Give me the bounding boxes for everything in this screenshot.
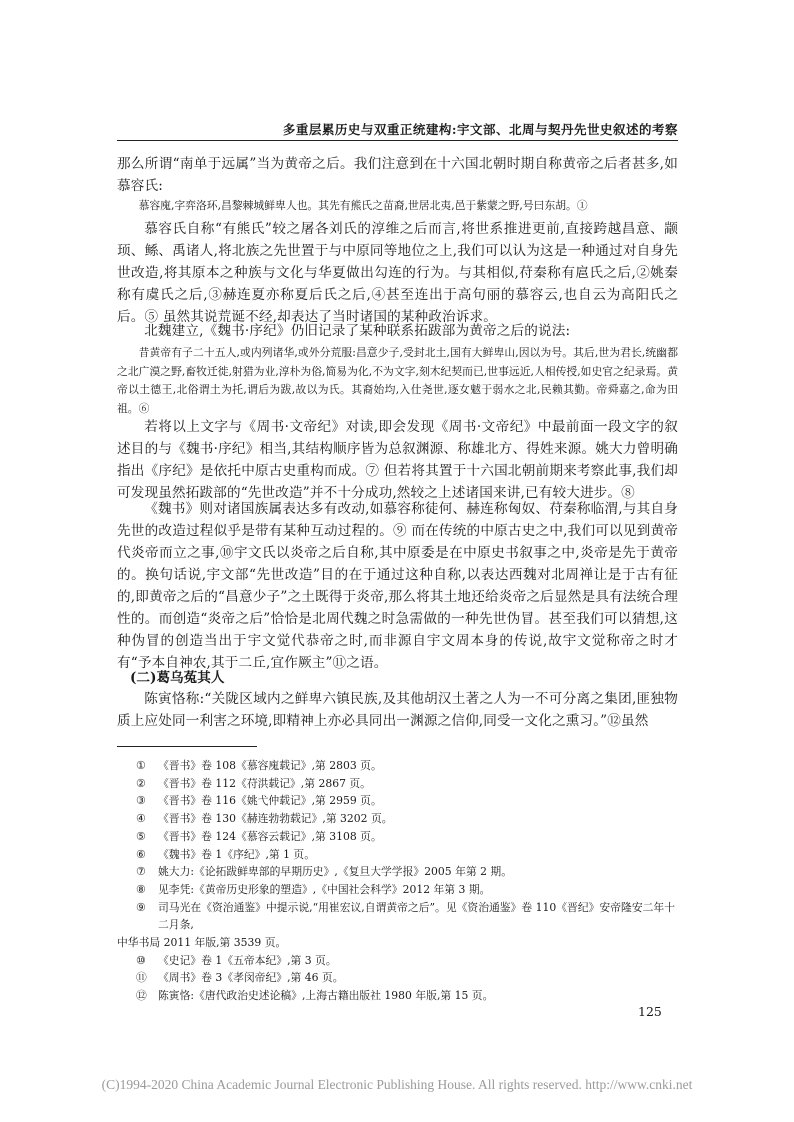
- footnote-text: 《魏书》卷 1《序纪》,第 1 页。: [158, 847, 316, 861]
- footnote-mark: ⑤: [136, 829, 146, 843]
- footnote-text: 《晋书》卷 130《赫连勃勃载记》,第 3202 页。: [158, 812, 393, 826]
- footnote-text: 《晋书》卷 124《慕容云载记》,第 3108 页。: [158, 829, 382, 843]
- footnote-text: 《周书》卷 3《孝闵帝纪》,第 46 页。: [158, 971, 344, 985]
- paragraph-1: 那么所谓“南单于远属”当为黄帝之后。我们注意到在十六国北朝时期自称黄帝之后者甚多,如慕容氏:: [117, 156, 678, 194]
- footnote-text: 《史记》卷 1《五帝本纪》,第 3 页。: [158, 953, 337, 967]
- footnote-text: 《晋书》卷 108《慕容廆载记》,第 2803 页。: [158, 759, 382, 772]
- footnote-mark: ③: [136, 794, 146, 808]
- footnote-divider: [117, 746, 257, 747]
- footnote-text: 《晋书》卷 112《苻洪载记》,第 2867 页。: [158, 776, 371, 790]
- footnote: [136, 881, 676, 899]
- footnote-text: 司马光在《资治通鉴》中提示说,“用崔宏议,自谓黄帝之后”。见《资治通鉴》卷 110《晋纪》安帝隆安二年十二月条,: [158, 900, 676, 932]
- footnote-text: 见李凭:《黄帝历史形象的塑造》,《中国社会科学》2012 年第 3 期。: [158, 882, 491, 896]
- footnote-mark: ⑩: [136, 953, 146, 967]
- footnote: [136, 863, 676, 881]
- footnote: [136, 952, 676, 970]
- footnote-mark: ⑦: [136, 865, 146, 879]
- footnote-mark: ④: [136, 812, 146, 826]
- paragraph-2: 慕容氏自称“有熊氏”较之屠各刘氏的淳维之后而言,将世系推进更前,直接跨越昌意、颛顼、鲧、禹诸人,将北族之先世置于与中原同等地位之上,我们可以认为这是一种通过对自身先世改造,将其原本之种族与文化与华夏做出勾连的行为。与其相似,苻秦称有扈氏之后,②姚秦称有虞氏之后,③赫连夏亦称夏后氏之后,④甚至连出于高句丽的慕容云,也自云为高阳氏之后。⑤ 虽然其说荒诞不经,却表达了当时诸国的某种政治诉求。: [117, 221, 678, 325]
- paragraph-4: 若将以上文字与《周书·文帝纪》对读,即会发现《周书·文帝纪》中最前面一段文字的叙述目的与《魏书·序纪》相当,其结构顺序皆为总叙渊源、称雄北方、得姓来源。姚大力曾明确指出《序纪》是依托中原古史重构而成。⑦ 但若将其置于十六国北朝前期来考察此事,我们却可发现虽然拓跋部的“先世改造”并不十分成功,然较之上述诸国来讲,已有较大进步。⑧: [117, 419, 678, 501]
- footnote-continuation: 中华书局 2011 年版,第 3539 页。: [117, 936, 287, 950]
- footnote: [136, 810, 676, 828]
- quote-murong: 慕容廆,字弈洛环,昌黎棘城鲜卑人也。其先有熊氏之苗裔,世居北夷,邑于紫蒙之野,号曰东胡。①: [138, 199, 588, 212]
- footnote-text: 陈寅恪:《唐代政治史述论稿》,上海古籍出版社 1980 年版,第 15 页。: [158, 989, 494, 1003]
- footnote-mark: ①: [136, 759, 146, 772]
- footnote: [136, 828, 676, 846]
- footnote-text: 《晋书》卷 116《姚弋仲载记》,第 2959 页。: [158, 794, 382, 808]
- footnote: [136, 775, 676, 793]
- footnote: [136, 757, 676, 775]
- footnote-mark: ⑪: [136, 971, 147, 985]
- footnote-mark: ⑨: [136, 900, 146, 914]
- quote-weishu: 昔黄帝有子二十五人,或内列诸华,或外分荒服:昌意少子,受封北土,国有大鲜卑山,因以为号。其后,世为君长,统幽都之北广漠之野,畜牧迁徙,射猎为业,淳朴为俗,简易为化,不为文字,刻木纪契而已,世事远近,人相传授,如史官之纪录焉。黄帝以土德王,北俗谓土为托,谓后为跋,故以为氏。其裔始均,入仕尧世,逐女魃于弱水之北,民赖其勤。帝舜嘉之,命为田祖。⑥: [117, 346, 678, 415]
- footnote: [136, 846, 676, 864]
- section-heading: (二)葛乌菟其人: [130, 670, 225, 686]
- footnotes: [117, 757, 676, 1005]
- page-number: 125: [638, 1004, 662, 1019]
- footnote: [136, 969, 676, 987]
- footnote: [136, 792, 676, 810]
- running-header: 多重层累历史与双重正统建构:宇文部、北周与契丹先世史叙述的考察: [282, 122, 678, 137]
- footnote-mark: ②: [136, 776, 146, 790]
- footnote: [136, 987, 676, 1005]
- footnote-text: 姚大力:《论拓跋鲜卑部的早期历史》,《复旦大学学报》2005 年第 2 期。: [158, 865, 513, 879]
- copyright-footer: (C)1994-2020 China Academic Journal Electronic Publishing House. All rights reserved. http://www.cnki.net: [101, 1077, 693, 1092]
- footnote: [136, 899, 676, 934]
- paragraph-5: 《魏书》则对诸国族属表达多有改动,如慕容称徒何、赫连称匈奴、苻秦称临渭,与其自身先世的改造过程似乎是带有某种互动过程的。⑨ 而在传统的中原古史之中,我们可以见到黄帝代炎帝而立之事,⑩宇文氏以炎帝之后自称,其中原委是在中原史书叙事之中,炎帝是先于黄帝的。换句话说,宇文部“先世改造”目的在于通过这种自称,以表达西魏对北周禅让是于古有征的,即黄帝之后的“昌意少子”之土既得于炎帝,那么将其土地还给炎帝之后显然是具有法统合理性的。而创造“炎帝之后”恰恰是北周代魏之时急需做的一种先世伪冒。甚至我们可以猜想,这种伪冒的创造当出于宇文觉代恭帝之时,而非源自宇文周本身的传说,故宇文觉称帝之时才有“予本自神农,其于二丘,宜作厥主”⑪之语。: [117, 501, 678, 671]
- footnote-mark: ⑫: [136, 989, 147, 1003]
- footnote-mark: ⑥: [136, 847, 146, 861]
- footnote-mark: ⑧: [136, 882, 146, 896]
- paragraph-3: 北魏建立,《魏书·序纪》仍旧记录了某种联系拓跋部为黄帝之后的说法:: [144, 323, 571, 339]
- paragraph-6: 陈寅恪称:“关陇区域内之鲜卑六镇民族,及其他胡汉土著之人为一不可分离之集团,匪独物质上应处同一利害之环境,即精神上亦必具同出一渊源之信仰,同受一文化之熏习。”⑫虽然: [117, 691, 678, 729]
- header-divider: [117, 140, 678, 141]
